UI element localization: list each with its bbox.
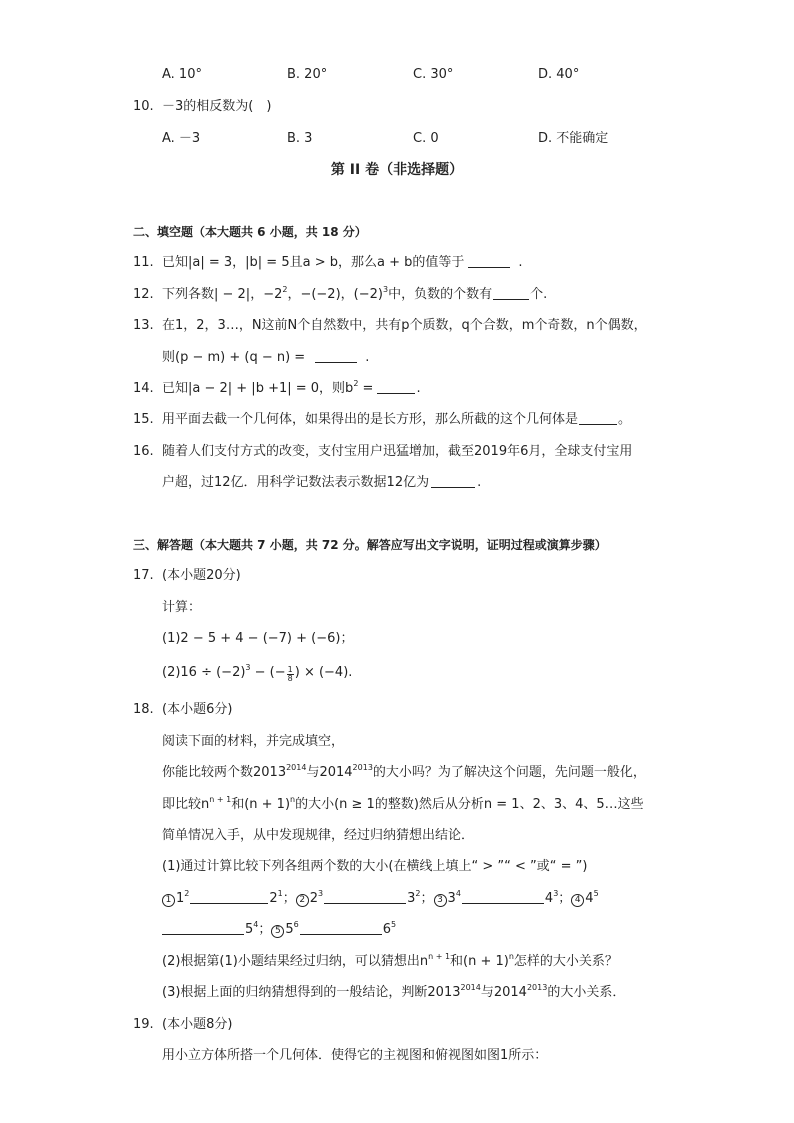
q18-number: 18. (133, 702, 154, 717)
q17-prompt: 计算： (162, 600, 202, 615)
circled-number-4: 4 (571, 894, 584, 907)
q9-option-a: A. 10° (162, 67, 202, 82)
q18-line2: 你能比较两个数$2013^{2014}$与$2014^{2013}$的大小吗？为了解决这个问题，先问题一般化， (162, 763, 646, 780)
q18-line8: (3)根据上面的归纳猜想得到的一般结论，判断$2013^{2014}$与$2014^{2013}$的大小关系． (162, 983, 626, 1000)
q13-line1: 在1，2，3…，N这前N个自然数中，共有p个质数，q个合数，m个奇数，n个偶数， (162, 318, 647, 333)
q17-number: 17. (133, 568, 154, 583)
q10-option-c: C. 0 (413, 131, 439, 146)
q17-part1: (1)2 − 5 + 4 − (−7) + (−6)； (162, 631, 354, 646)
q18-blank-4[interactable] (162, 922, 244, 935)
q10-number: 10. (133, 99, 154, 114)
q16-number: 16. (133, 444, 154, 459)
part2-title: 第 II 卷（非选择题） (330, 162, 464, 178)
q18-line5: (1)通过计算比较下列各组两个数的大小(在横线上填上“ > ”“ < ”或“ = ”) (162, 859, 588, 874)
q18-compare-row2: $5^4$； 5 $5^6$ $6^5$ (162, 921, 396, 939)
q18-score: (本小题6分) (162, 702, 233, 717)
circled-number-5: 5 (271, 925, 284, 938)
q16-line2: 户超，过12亿．用科学记数法表示数据12亿为 . (162, 475, 482, 490)
q15-number: 15. (133, 412, 154, 427)
section3-heading: 三、解答题（本大题共 7 小题，共 72 分。解答应写出文字说明，证明过程或演算步骤） (133, 538, 607, 552)
q15-answer-blank[interactable] (579, 412, 617, 425)
q10-option-a: A. －3 (162, 131, 201, 146)
q19-line1: 用小立方体所搭一个几何体．使得它的主视图和俯视图如图1所示： (162, 1048, 548, 1063)
q19-number: 19. (133, 1017, 154, 1032)
q18-line4: 简单情况入手，从中发现规律，经过归纳猜想出结论． (162, 828, 475, 843)
q13-answer-blank[interactable] (315, 350, 357, 363)
q9-option-c: C. 30° (413, 67, 454, 82)
q11-text: 已知|a| = 3，|b| = 5且a > b，那么a + b的值等于 . (162, 255, 523, 270)
q18-blank-3[interactable] (462, 891, 544, 904)
q13-line2: 则(p − m) + (q − n) = . (162, 350, 370, 365)
circled-number-3: 3 (434, 894, 447, 907)
circled-number-1: 1 (162, 894, 175, 907)
q17-fraction: $\frac{1}{8}$ (287, 665, 293, 683)
q18-compare-row1: 1 $1^2$ $2^1$； 2 $2^3$ $3^2$； 3 $3^4$ $4^3$； 4 $4^5$ (162, 890, 599, 908)
q18-blank-1[interactable] (190, 891, 268, 904)
q11-number: 11. (133, 255, 154, 270)
circled-number-2: 2 (296, 894, 309, 907)
q13-number: 13. (133, 318, 154, 333)
q14-answer-blank[interactable] (377, 381, 415, 394)
q17-score: (本小题20分) (162, 568, 241, 583)
q16-line1: 随着人们支付方式的改变，支付宝用户迅猛增加，截至2019年6月，全球支付宝用 (162, 444, 633, 459)
q12-number: 12. (133, 287, 154, 302)
q10-option-b: B. 3 (287, 131, 313, 146)
q14-text: 已知|a − 2| + |b +1| = 0，则$b^2$ = . (162, 379, 421, 396)
q11-answer-blank[interactable] (468, 255, 510, 268)
q10-option-d: D. 不能确定 (538, 131, 609, 146)
q12-text: 下列各数| − 2|，$-2^2$，−(−2)，$(-2)^3$中，负数的个数有 个. (162, 285, 548, 302)
q9-option-d: D. 40° (538, 67, 580, 82)
q18-blank-5[interactable] (300, 922, 382, 935)
q14-number: 14. (133, 381, 154, 396)
q18-blank-2[interactable] (324, 891, 406, 904)
q9-option-b: B. 20° (287, 67, 328, 82)
section2-heading: 二、填空题（本大题共 6 小题，共 18 分） (133, 225, 367, 239)
q19-score: (本小题8分) (162, 1017, 233, 1032)
q12-answer-blank[interactable] (493, 287, 529, 300)
q18-line7: (2)根据第(1)小题结果经过归纳，可以猜想出$n^{n + 1}$和$(n + 1)^n$怎样的大小关系？ (162, 952, 618, 969)
q15-text: 用平面去截一个几何体，如果得出的是长方形，那么所截的这个几何体是 。 (162, 412, 632, 427)
q18-line3: 即比较$n^{n + 1}$和$(n + 1)^n$的大小(n ≥ 1的整数)然后从分析n = 1、2、3、4、5…这些 (162, 795, 644, 812)
q16-answer-blank[interactable] (431, 475, 475, 488)
q18-line1: 阅读下面的材料，并完成填空， (162, 734, 345, 749)
q10-text: －3的相反数为( ) (162, 99, 272, 114)
q17-part2: $(2)16 \div (-2)^3$ − (− $\frac{1}{8}$ ) × (−4). (162, 663, 353, 683)
